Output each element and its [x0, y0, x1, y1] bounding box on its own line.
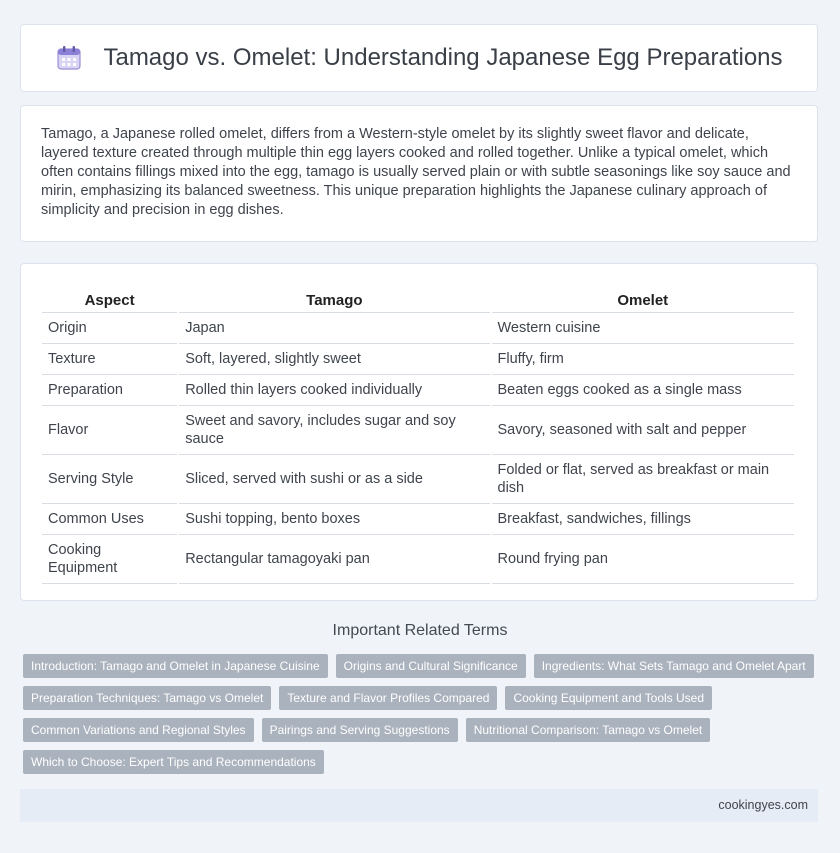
related-term-tag[interactable]: Preparation Techniques: Tamago vs Omelet: [23, 686, 271, 710]
footer: [20, 789, 818, 822]
related-term-tag[interactable]: Texture and Flavor Profiles Compared: [279, 686, 497, 710]
title-wrap: [55, 44, 782, 72]
table-cell: Common Uses: [42, 504, 177, 535]
column-header-aspect: Aspect: [42, 284, 177, 313]
table-row: [42, 504, 794, 535]
related-term-tag[interactable]: Ingredients: What Sets Tamago and Omelet Apart: [534, 654, 814, 678]
related-term-tag[interactable]: Pairings and Serving Suggestions: [262, 718, 458, 742]
table-cell: Folded or flat, served as breakfast or main dish: [492, 455, 795, 504]
table-row: [42, 535, 794, 584]
table-cell: Sweet and savory, includes sugar and soy sauce: [179, 406, 489, 455]
header-card: [20, 24, 818, 92]
table-cell: Sliced, served with sushi or as a side: [179, 455, 489, 504]
table-cell: Fluffy, firm: [492, 344, 795, 375]
comparison-table-card: [20, 263, 818, 601]
intro-paragraph: Tamago, a Japanese rolled omelet, differs from a Western-style omelet by its slightly sweet flavor and delicate, layered texture created through multiple thin egg layers cooked and rolled together. Unlike a typical omelet, which often contains fillings mixed into the egg, tamago is usually served plain or with subtle seasonings like soy sauce and mirin, emphasizing its balanced sweetness. This unique preparation highlights the Japanese culinary approach of simplicity and precision in egg dishes.: [41, 126, 791, 218]
table-cell: Beaten eggs cooked as a single mass: [492, 375, 795, 406]
related-term-tag[interactable]: Introduction: Tamago and Omelet in Japanese Cuisine: [23, 654, 328, 678]
table-cell: Preparation: [42, 375, 177, 406]
table-cell: Round frying pan: [492, 535, 795, 584]
table-cell: Rectangular tamagoyaki pan: [179, 535, 489, 584]
related-term-tag[interactable]: Which to Choose: Expert Tips and Recommendations: [23, 750, 324, 774]
calendar-icon: [55, 44, 83, 72]
table-row: [42, 406, 794, 455]
table-cell: Serving Style: [42, 455, 177, 504]
related-term-tag[interactable]: Origins and Cultural Significance: [336, 654, 526, 678]
table-cell: Rolled thin layers cooked individually: [179, 375, 489, 406]
table-row: [42, 313, 794, 344]
intro-card: [20, 105, 818, 242]
table-cell: Japan: [179, 313, 489, 344]
page-title: Tamago vs. Omelet: Understanding Japanese Egg Preparations: [103, 44, 783, 71]
table-cell: Texture: [42, 344, 177, 375]
related-terms-title: Important Related Terms: [332, 622, 508, 639]
table-cell: Cooking Equipment: [42, 535, 177, 584]
column-header-tamago: Tamago: [179, 284, 489, 313]
column-header-omelet: Omelet: [492, 284, 795, 313]
comparison-table: [40, 284, 796, 584]
related-terms-tags: [23, 654, 823, 782]
related-term-tag[interactable]: Common Variations and Regional Styles: [23, 718, 254, 742]
table-cell: Origin: [42, 313, 177, 344]
footer-site-link[interactable]: cookingyes.com: [718, 798, 808, 812]
table-row: [42, 375, 794, 406]
table-cell: Soft, layered, slightly sweet: [179, 344, 489, 375]
table-cell: Western cuisine: [492, 313, 795, 344]
table-row: [42, 455, 794, 504]
table-cell: Breakfast, sandwiches, fillings: [492, 504, 795, 535]
table-header-row: [42, 284, 794, 313]
table-cell: Savory, seasoned with salt and pepper: [492, 406, 795, 455]
table-cell: Sushi topping, bento boxes: [179, 504, 489, 535]
related-term-tag[interactable]: Nutritional Comparison: Tamago vs Omelet: [466, 718, 711, 742]
related-term-tag[interactable]: Cooking Equipment and Tools Used: [505, 686, 712, 710]
table-cell: Flavor: [42, 406, 177, 455]
table-row: [42, 344, 794, 375]
